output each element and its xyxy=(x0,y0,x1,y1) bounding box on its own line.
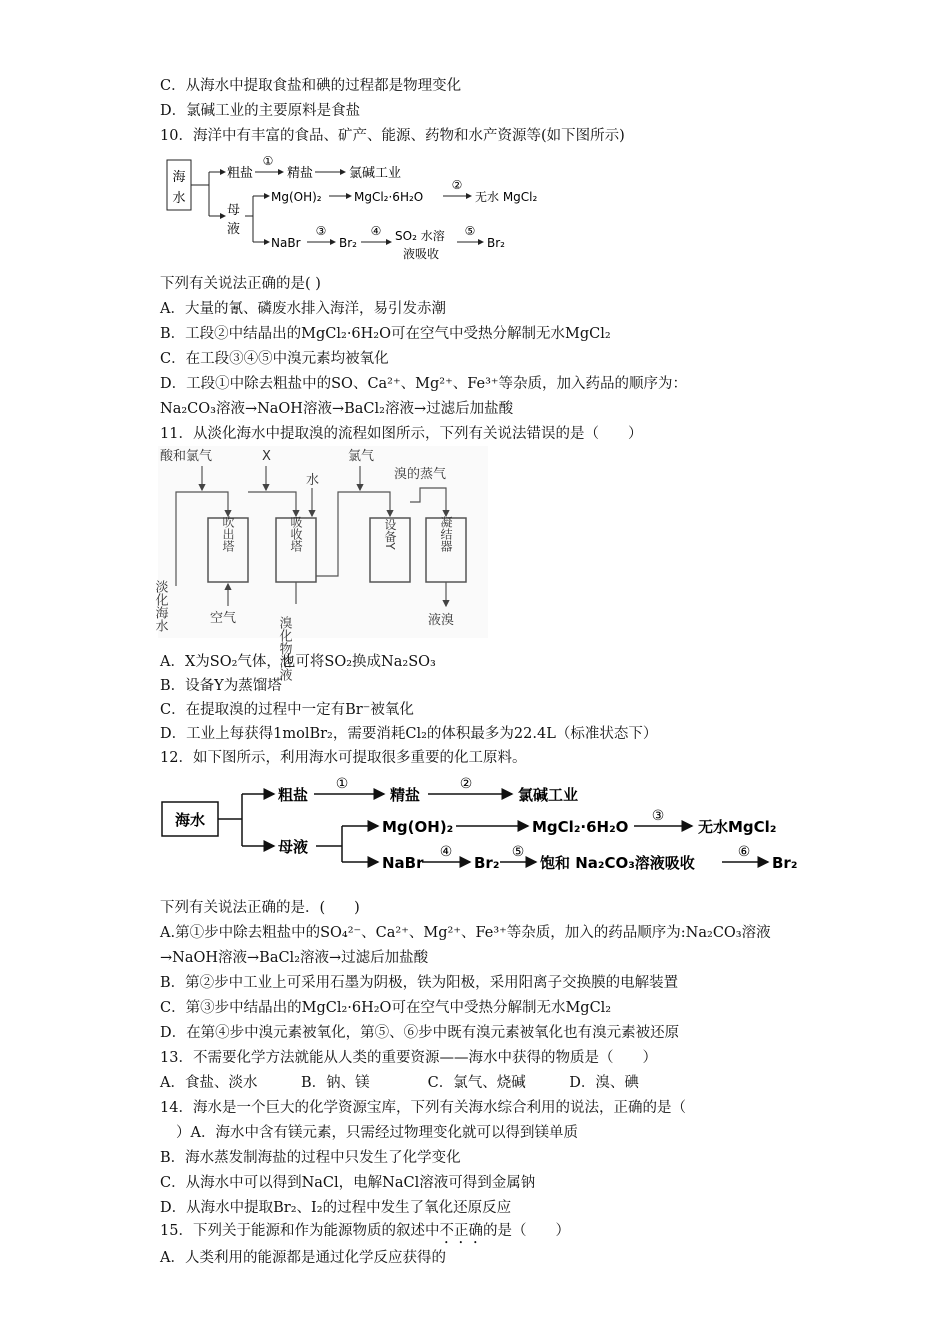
q12-option-a-cont: →NaOH溶液→BaCl₂溶液→过滤后加盐酸 xyxy=(160,950,429,966)
q11-option-b: B．设备Y为蒸馏塔 xyxy=(160,678,282,694)
mgcl2-hydrate-label: MgCl₂·6H₂O xyxy=(532,818,629,836)
refined-salt-label: 精盐 xyxy=(390,786,421,804)
mgcl2-hydrate-label: MgCl₂·6H₂O xyxy=(354,190,424,204)
nabr-label: NaBr xyxy=(271,236,301,250)
q10-stem: 10．海洋中有丰富的食品、矿产、能源、药物和水产资源等(如下图所示) xyxy=(160,128,625,144)
anhydrous-mgcl2-label: 无水 MgCl₂ xyxy=(475,190,538,204)
fresh-seawater-label: 淡化海水 xyxy=(152,580,168,632)
br2-final-label: Br₂ xyxy=(772,854,798,872)
step-4-label: ④ xyxy=(370,224,382,238)
q9-option-c: C．从海水中提取食盐和碘的过程都是物理变化 xyxy=(160,78,462,94)
step-5-label: ⑤ xyxy=(511,844,525,860)
q12-option-d: D．在第④步中溴元素被氧化，第⑤、⑥步中既有溴元素被氧化也有溴元素被还原 xyxy=(160,1025,680,1041)
crude-salt-label: 粗盐 xyxy=(278,786,309,804)
q15-stem-suffix: 的是（ ） xyxy=(482,1223,570,1239)
anhydrous-mgcl2-label: 无水MgCl₂ xyxy=(698,818,777,836)
q15-stem-prefix: 15．下列关于能源和作为能源物质的叙述中 xyxy=(160,1223,440,1239)
q15-stem xyxy=(160,1221,570,1247)
step-6-label: ⑥ xyxy=(737,844,751,860)
step-4-label: ④ xyxy=(439,844,453,860)
step-3-label: ③ xyxy=(651,808,665,824)
q10-flow-diagram xyxy=(165,150,585,262)
q10-question: 下列有关说法正确的是( ) xyxy=(160,276,321,292)
q12-option-b: B．第②步中工业上可采用石墨为阴极，铁为阳极，采用阳离子交换膜的电解装置 xyxy=(160,975,679,991)
q11-option-a: A．X为SO₂气体，也可将SO₂换成Na₂SO₃ xyxy=(160,654,436,670)
nabr-label: NaBr xyxy=(382,854,424,872)
q15-option-a: A．人类利用的能源都是通过化学反应获得的 xyxy=(160,1250,446,1266)
absorption-tower-label: 吸收塔 xyxy=(289,516,303,552)
q10-option-d-cont: Na₂CO₃溶液→NaOH溶液→BaCl₂溶液→过滤后加盐酸 xyxy=(160,401,514,417)
q9-option-d: D．氯碱工业的主要原料是食盐 xyxy=(160,103,361,119)
chlor-alkali-label: 氯碱工业 xyxy=(518,786,579,804)
liquid-bromine-label: 液溴 xyxy=(428,613,455,628)
q10-option-a: A．大量的氰、磷废水排入海洋，易引发赤潮 xyxy=(160,301,446,317)
chlorine-label: 氯气 xyxy=(348,449,375,464)
acid-chlorine-label: 酸和氯气 xyxy=(160,449,213,464)
seawater-label-2: 水 xyxy=(172,191,186,206)
seawater-label: 海水 xyxy=(174,811,206,829)
q15-emphasis: 不正确 xyxy=(439,1223,483,1239)
chlor-alkali-label: 氯碱工业 xyxy=(349,166,402,181)
q10-option-d: D．工段①中除去粗盐中的SO、Ca²⁺、Mg²⁺、Fe³⁺等杂质，加入药品的顺序为： xyxy=(160,376,688,392)
na2co3-absorption-label: 饱和 Na₂CO₃溶液吸收 xyxy=(540,854,695,872)
q12-option-c: C．第③步中结晶出的MgCl₂·6H₂O可在空气中受热分解制无水MgCl₂ xyxy=(160,1000,612,1016)
condenser-label: 凝结器 xyxy=(439,516,453,552)
q13-stem: 13．不需要化学方法就能从人类的重要资源——海水中获得的物质是（ ） xyxy=(160,1050,657,1066)
q12-question: 下列有关说法正确的是．( ) xyxy=(160,900,360,916)
q14-option-a: ）A．海水中含有镁元素，只需经过物理变化就可以得到镁单质 xyxy=(176,1125,578,1141)
q14-stem: 14．海水是一个巨大的化学资源宝库，下列有关海水综合利用的说法，正确的是（ xyxy=(160,1100,686,1116)
step-1-label: ① xyxy=(335,776,349,792)
mgoh2-label: Mg(OH)₂ xyxy=(271,190,322,204)
step-1-label: ① xyxy=(262,154,274,168)
seawater-label-1: 海 xyxy=(172,170,186,185)
br2-first-label: Br₂ xyxy=(339,236,357,250)
q10-option-c: C．在工段③④⑤中溴元素均被氧化 xyxy=(160,351,389,367)
q11-option-d: D．工业上每获得1molBr₂，需要消耗Cl₂的体积最多为22.4L（标准状态下） xyxy=(160,726,658,742)
q10-option-b: B．工段②中结晶出的MgCl₂·6H₂O可在空气中受热分解制无水MgCl₂ xyxy=(160,326,611,342)
crude-salt-label: 粗盐 xyxy=(227,166,254,181)
air-label: 空气 xyxy=(210,611,237,626)
q14-option-d: D．从海水中提取Br₂、I₂的过程中发生了氧化还原反应 xyxy=(160,1200,512,1216)
q14-option-b: B．海水蒸发制海盐的过程中只发生了化学变化 xyxy=(160,1150,461,1166)
bromide-solution-label: 溴化物溶液 xyxy=(276,616,292,681)
q13-options: A．食盐、淡水 B．钠、镁 C．氯气、烧碱 D．溴、碘 xyxy=(160,1075,639,1091)
bromine-vapor-label: 溴的蒸气 xyxy=(394,467,447,482)
step-5-label: ⑤ xyxy=(464,224,476,238)
refined-salt-label: 精盐 xyxy=(287,166,314,181)
x-label: X xyxy=(262,449,271,464)
absorption-label: 液吸收 xyxy=(403,247,440,261)
blow-out-tower-label: 吹出塔 xyxy=(221,516,235,552)
step-3-label: ③ xyxy=(315,224,327,238)
water-label: 水 xyxy=(306,473,320,488)
q12-option-a: A.第①步中除去粗盐中的SO₄²⁻、Ca²⁺、Mg²⁺、Fe³⁺等杂质，加入的药品顺序为:Na₂CO₃溶液 xyxy=(160,925,771,941)
q12-flow-diagram xyxy=(158,778,798,878)
q12-stem: 12．如下图所示，利用海水可提取很多重要的化工原料。 xyxy=(160,750,527,766)
step-2-label: ② xyxy=(451,178,463,192)
step-2-label: ② xyxy=(459,776,473,792)
mother-liquor-label-2: 液 xyxy=(227,222,241,237)
device-y-label: 设备Y xyxy=(383,518,397,550)
q14-option-c: C．从海水中可以得到NaCl，电解NaCl溶液可得到金属钠 xyxy=(160,1175,536,1191)
mgoh2-label: Mg(OH)₂ xyxy=(382,818,454,836)
mother-liquor-label: 母液 xyxy=(278,838,309,856)
q11-stem: 11．从淡化海水中提取溴的流程如图所示，下列有关说法错误的是（ ） xyxy=(160,426,643,442)
mother-liquor-label-1: 母 xyxy=(227,203,241,218)
q11-option-c: C．在提取溴的过程中一定有Br⁻被氧化 xyxy=(160,702,414,718)
br2-final-label: Br₂ xyxy=(487,236,505,250)
so2-solution-label: SO₂ 水溶 xyxy=(395,229,445,243)
br2-first-label: Br₂ xyxy=(474,854,500,872)
